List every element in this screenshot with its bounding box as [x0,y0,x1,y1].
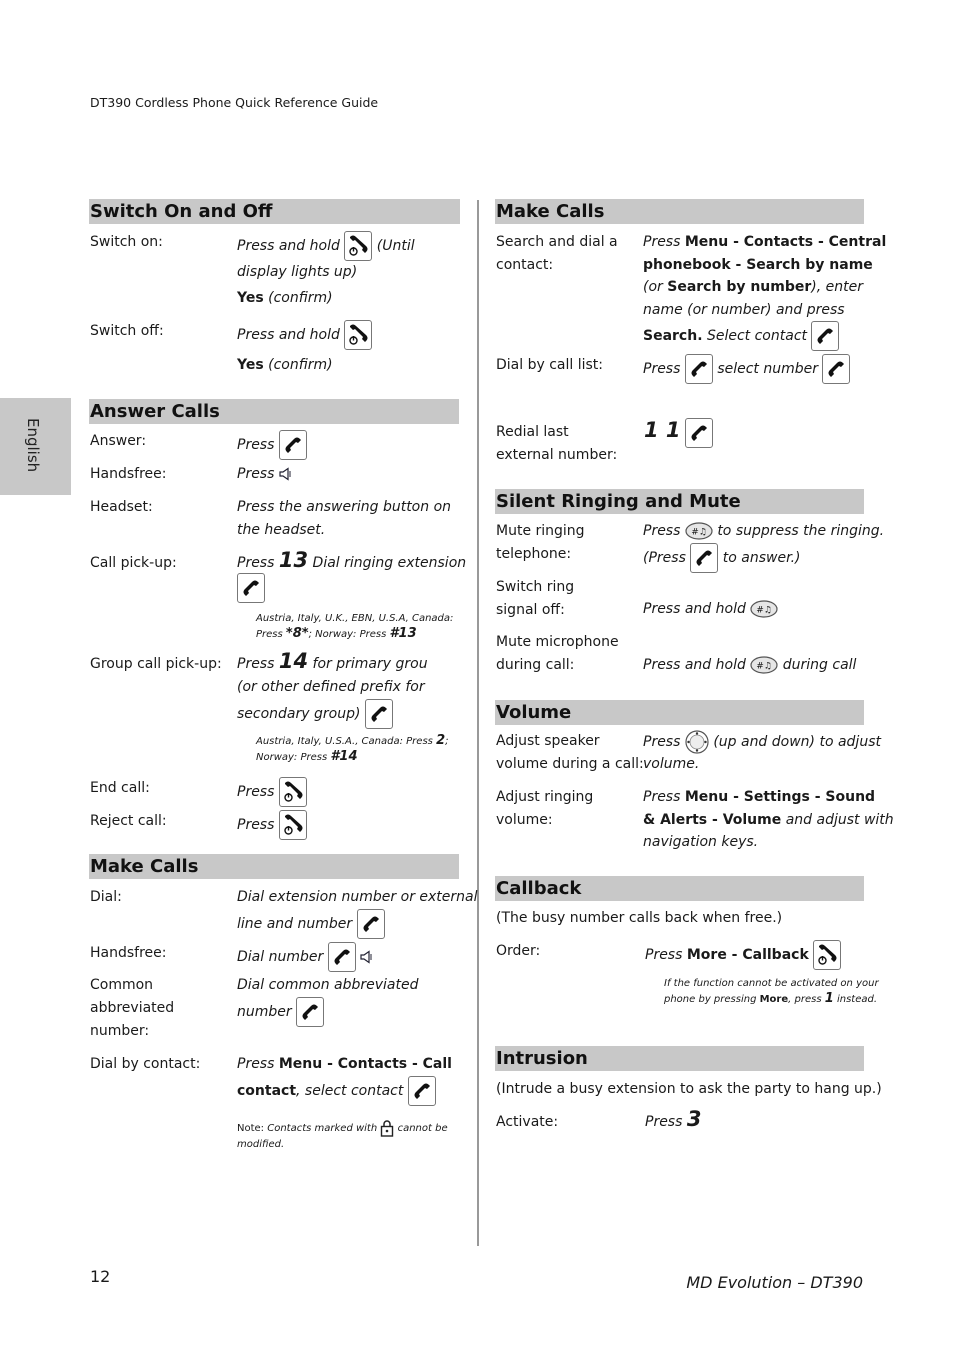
section-volume-title: Volume [495,700,864,725]
call-key-icon [279,430,307,460]
mute-rest: to suppress the ringing. [717,523,885,539]
reject-call-text [237,810,307,840]
search-dial-label-line2: contact: [496,257,554,273]
footer-product: MD Evolution – DT390 [686,1273,863,1292]
dial-line2-text: line and number [237,916,353,932]
call-key-icon [811,321,839,351]
search-select-contact: Select contact [706,328,807,344]
pickup-note-press: Press [256,629,283,640]
contact-note-line1 [237,1119,448,1137]
group-note [256,733,448,765]
pickup-label: Call pick-up: [90,555,177,571]
switch-off-label: Switch off: [90,323,164,339]
ringing-volume-menu-end: & Alerts - Volume [643,812,782,828]
switch-on-confirm [237,287,333,310]
switch-on-text [237,231,462,284]
power-end-key-icon [279,777,307,807]
power-end-key-icon [344,320,372,350]
call-list-select: select number [717,361,818,377]
call-key-icon [408,1076,436,1106]
callback-note-line2 [664,991,879,1007]
speaker-volume-label-line2: volume during a call: [496,756,644,772]
contact-menu-path: Menu - Contacts - Call [278,1056,452,1072]
switch-off-yes: Yes [237,357,264,373]
pickup-note-norway: ; Norway: Press [308,629,387,640]
speaker-volume-press: Press [643,734,681,750]
pickup-press: Press [237,555,275,571]
common-label-line2: abbreviated [90,1000,175,1016]
section-switch-on-off-title: Switch On and Off [89,199,460,224]
switch-off-text [237,320,372,350]
call-key-icon [690,543,718,573]
common-line2 [237,997,324,1027]
ringing-volume-label-line1: Adjust ringing [496,789,594,805]
section-make-calls-left-title: Make Calls [89,854,459,879]
search-dial-label-line1: Search and dial a [496,234,618,250]
mute-mic-hold: Press and hold [643,657,746,673]
switch-on-text-a: Press and hold [237,238,340,254]
group-pickup-label: Group call pick-up: [90,656,222,672]
group-code: 14 [278,649,309,673]
column-divider [477,200,479,1246]
common-label-line1: Common [90,977,154,993]
reject-call-press: Press [237,817,275,833]
callback-note-one: 1 [824,991,834,1006]
call-key-icon [237,573,265,603]
handsfree-text [237,463,292,486]
mute-ringing-label-line1: Mute ringing [496,523,585,539]
search-or: (or [643,279,663,295]
speaker-volume-line2: volume. [643,756,700,772]
redial-label-line2: external number: [496,447,618,463]
intrusion-press: Press [645,1114,683,1130]
dial-by-contact-line1 [237,1053,452,1076]
callback-press: Press [645,947,683,963]
mute-mic-text [643,654,856,677]
answer-press: Press [237,437,275,453]
search-by-name: phonebook - Search by name [643,257,873,273]
group-note-a: Austria, Italy, U.S.A., Canada: Press [256,736,433,747]
common-label-line3: number: [90,1023,150,1039]
contact-note-text2: cannot be [397,1123,448,1134]
ring-signal-label-line1: Switch ring [496,579,575,595]
handsfree-label: Handsfree: [90,466,167,482]
group-note-line2 [256,749,448,765]
group-line2: (or other defined prefix for [237,679,425,695]
mute-mic-label-line2: during call: [496,657,575,673]
dial-by-contact-line2 [237,1076,436,1106]
ringing-volume-press: Press [643,789,681,805]
speaker-volume-line1 [643,730,881,754]
search-line3 [643,276,863,299]
contact-note [237,1119,448,1152]
contact-note-line2: modified. [237,1139,285,1150]
pickup-note-code1: *8* [285,626,309,641]
callback-note-more: More [759,994,789,1005]
search-dial-label [496,231,618,277]
document-header: DT390 Cordless Phone Quick Reference Guide [90,95,379,110]
contact-select: , select contact [296,1083,404,1099]
search-button-label: Search. [643,328,703,344]
common-line2-text: number [237,1004,292,1020]
pickup-call-key [237,573,265,603]
handsfree-press: Press [237,466,275,482]
pickup-rest: Dial ringing extension [312,555,467,571]
call-key-icon [822,354,850,384]
redial-text [644,418,713,448]
search-by-number: Search by number [667,279,812,295]
search-line2 [643,254,873,277]
language-tab-label: English [24,418,42,473]
callback-note [664,976,879,1007]
call-key-icon [296,997,324,1027]
call-key-icon [685,418,713,448]
pickup-note-code2: #13 [389,626,417,641]
call-list-text [643,354,850,384]
mute-press: Press [643,523,681,539]
section-callback-title: Callback [495,876,864,901]
headset-label: Headset: [90,499,153,515]
answer-label: Answer: [90,433,147,449]
pickup-note-line1: Austria, Italy, U.K., EBN, U.S.A, Canada: [256,613,454,624]
mute-ringing-line2 [643,543,800,573]
group-note-e: #14 [330,749,358,764]
dial-by-contact-label: Dial by contact: [90,1056,201,1072]
navigation-key-icon [685,730,709,754]
ringing-volume-menu-path: Menu - Settings - Sound [684,789,876,805]
headset-text: Press the answering button on the headset. [237,499,452,538]
intrusion-code: 3 [686,1107,702,1131]
call-key-icon [685,354,713,384]
contact-menu-end: contact [237,1083,297,1099]
ring-signal-hold: Press and hold [643,601,746,617]
common-abbreviated-label [90,974,174,1043]
hash-key-icon [750,600,778,618]
contact-note-text: Contacts marked with [267,1123,378,1134]
search-menu-path: Menu - Contacts - Central [684,234,887,250]
intrusion-description: (Intrude a busy extension to ask the party to hang up.) [496,1081,882,1097]
callback-note-e: instead. [836,994,878,1005]
pickup-text [237,549,466,575]
group-line3-text: secondary group) [237,706,361,722]
mute-ringing-label-line2: telephone: [496,546,572,562]
redial-label [496,421,617,467]
end-call-press: Press [237,784,275,800]
call-key-icon [365,699,393,729]
call-list-label: Dial by call list: [496,357,603,373]
intrusion-activate-label: Activate: [496,1114,559,1130]
search-press: Press [643,234,681,250]
redial-code: 1 1 [644,418,681,442]
switch-on-label: Switch on: [90,234,163,250]
end-call-label: End call: [90,780,150,796]
search-enter: ), enter [811,279,864,295]
call-list-press: Press [643,361,681,377]
contact-press: Press [237,1056,275,1072]
speaker-volume-label-line1: Adjust speaker [496,733,600,749]
search-line1 [643,231,886,254]
search-line4: name (or number) and press [643,302,845,318]
pickup-note-line2 [256,626,453,642]
ring-signal-label [496,576,574,622]
pickup-code: 13 [278,548,309,572]
dial-line2 [237,909,385,939]
ringing-volume-line3: navigation keys. [643,834,759,850]
ringing-volume-line2 [643,809,894,832]
ringing-volume-line1 [643,786,875,809]
language-tab [0,398,71,495]
mute-mic-label-line1: Mute microphone [496,634,619,650]
speaker-icon [279,467,292,481]
callback-order-label: Order: [496,943,541,959]
switch-off-text-a: Press and hold [237,327,340,343]
group-note-b: 2 [436,733,446,748]
answer-text [237,430,307,460]
dial-line1: Dial extension number or external [237,889,478,905]
call-key-icon [328,942,356,972]
mute-mic-label [496,631,619,677]
reject-call-label: Reject call: [90,813,167,829]
speaker-icon [360,950,373,964]
switch-off-confirm [237,354,333,377]
dial-label: Dial: [90,889,122,905]
end-call-text [237,777,307,807]
callback-note-line1: If the function cannot be activated on your [664,978,879,989]
power-end-key-icon [279,810,307,840]
group-note-line1 [256,733,448,749]
switch-off-confirm-text: (confirm) [268,357,333,373]
call-key-icon [357,909,385,939]
mute-answer-b: to answer.) [722,550,801,566]
power-end-key-icon [813,940,841,970]
power-end-key-icon [344,231,372,261]
group-note-d: Norway: Press [256,752,328,763]
ringing-volume-rest: and adjust with [785,812,894,828]
search-line5 [643,321,839,351]
common-line1: Dial common abbreviated [237,977,419,993]
callback-menu-path: More - Callback [686,947,809,963]
redial-label-line1: Redial last [496,424,569,440]
lock-icon [380,1119,394,1137]
switch-on-text-b: (Until display lights up) [237,238,415,280]
make-handsfree-text [237,942,373,972]
group-rest: for primary grou [312,656,428,672]
mute-ringing-line1 [643,520,884,543]
ringing-volume-label [496,786,593,832]
switch-on-confirm-text: (confirm) [268,290,333,306]
mute-answer-a: (Press [643,550,686,566]
ring-signal-label-line2: signal off: [496,602,565,618]
group-line3 [237,699,393,729]
callback-note-a: phone by pressing [664,994,757,1005]
intrusion-activate-text [645,1108,701,1134]
mute-ringing-label [496,520,585,566]
mute-mic-rest: during call [782,657,857,673]
switch-on-yes: Yes [237,290,264,306]
callback-order-text [645,940,841,970]
group-note-c: ; [445,736,449,747]
callback-note-c: , press [788,994,822,1005]
section-make-calls-right-title: Make Calls [495,199,864,224]
hash-key-icon [750,656,778,674]
page-number: 12 [90,1267,111,1286]
callback-description: (The busy number calls back when free.) [496,910,783,926]
speaker-volume-rest: (up and down) to adjust [713,734,881,750]
pickup-note [256,611,453,642]
make-handsfree-dial: Dial number [237,949,324,965]
section-intrusion-title: Intrusion [495,1046,864,1071]
section-silent-ringing-title: Silent Ringing and Mute [495,489,864,514]
contact-note-label: Note: [237,1123,265,1134]
make-handsfree-label: Handsfree: [90,945,167,961]
hash-key-icon [685,522,713,540]
section-answer-calls-title: Answer Calls [89,399,459,424]
group-pickup-text [237,650,428,676]
ringing-volume-label-line2: volume: [496,812,553,828]
speaker-volume-label [496,730,644,776]
group-press: Press [237,656,275,672]
ring-signal-text [643,598,778,621]
